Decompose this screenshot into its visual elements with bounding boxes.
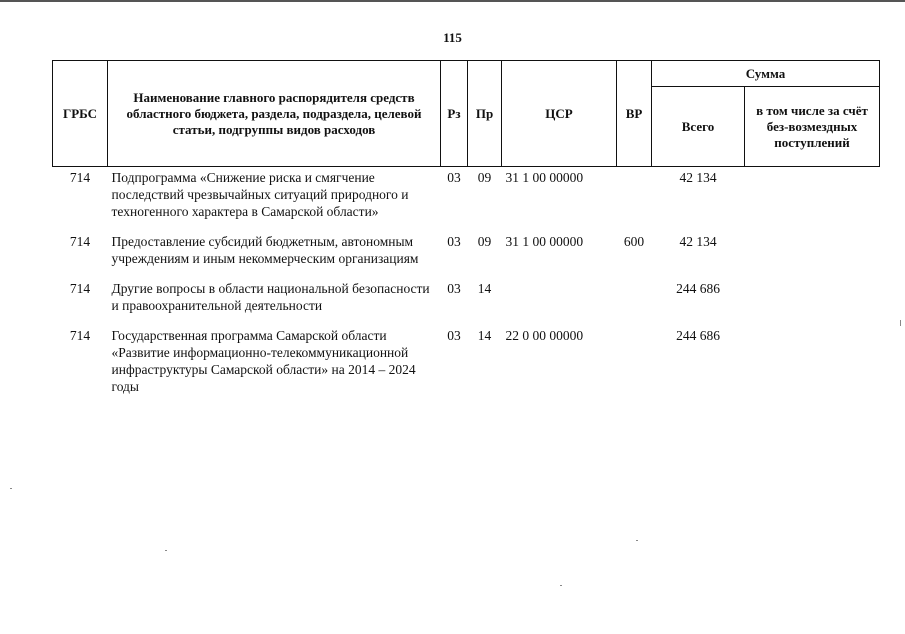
cell-incl <box>745 167 880 234</box>
scan-speck <box>636 540 638 541</box>
cell-rz: 03 <box>447 328 461 343</box>
cell-incl <box>745 280 880 327</box>
header-incl: в том числе за счёт без-возмездных поступлений <box>745 87 880 167</box>
scan-top-edge <box>0 0 905 2</box>
cell-incl <box>745 327 880 408</box>
table-body <box>53 167 880 409</box>
scan-speck <box>560 585 562 586</box>
cell-rz: 03 <box>447 281 461 296</box>
cell-rz: 03 <box>447 170 461 185</box>
cell-grbs: 714 <box>69 234 91 249</box>
cell-pr: 14 <box>477 281 492 296</box>
cell-grbs: 714 <box>69 170 91 185</box>
cell-vr <box>617 280 652 327</box>
table-header <box>53 61 880 167</box>
cell-vr <box>617 167 652 234</box>
budget-table <box>52 60 880 408</box>
cell-name: Предоставление субсидий бюджетным, автономным учреждениям и иным некоммерческим организациям <box>111 234 419 266</box>
cell-name: Другие вопросы в области национальной безопасности и правоохранительной деятельности <box>111 281 430 313</box>
header-csr: ЦСР <box>502 61 617 167</box>
table-row <box>53 280 880 327</box>
cell-name: Государственная программа Самарской области «Развитие информационно-телекоммуникационной инфраструктуры Самарской области» на 2014 – 2024 годы <box>111 328 416 394</box>
cell-total: 42 134 <box>679 170 717 185</box>
cell-grbs: 714 <box>69 281 91 296</box>
cell-vr <box>617 327 652 408</box>
cell-pr: 09 <box>477 234 492 249</box>
cell-total: 244 686 <box>676 328 720 343</box>
cell-incl <box>745 233 880 280</box>
cell-rz: 03 <box>447 234 461 249</box>
scan-speck <box>900 320 901 326</box>
page-number: 115 <box>443 30 462 45</box>
scan-speck <box>10 488 12 489</box>
cell-total: 244 686 <box>676 281 720 296</box>
header-pr: Пр <box>468 61 502 167</box>
cell-pr: 14 <box>477 328 492 343</box>
cell-vr: 600 <box>623 234 645 249</box>
cell-csr <box>502 280 617 327</box>
cell-csr: 31 1 00 00000 <box>505 234 584 249</box>
header-total: Всего <box>652 87 745 167</box>
scan-speck <box>165 550 167 551</box>
header-sum: Сумма <box>652 61 880 87</box>
cell-csr: 22 0 00 00000 <box>505 328 584 343</box>
cell-pr: 09 <box>477 170 492 185</box>
table-row <box>53 327 880 408</box>
cell-csr: 31 1 00 00000 <box>505 170 584 185</box>
table-row <box>53 233 880 280</box>
cell-total: 42 134 <box>679 234 717 249</box>
header-rz: Рз <box>441 61 468 167</box>
cell-grbs: 714 <box>69 328 91 343</box>
header-grbs: ГРБС <box>53 61 108 167</box>
header-name: Наименование главного распорядителя средств областного бюджета, раздела, подраздела, целевой статьи, подгруппы видов расходов <box>108 61 441 167</box>
cell-name: Подпрограмма «Снижение риска и смягчение последствий чрезвычайных ситуаций природного и техногенного характера в Самарской области» <box>111 170 409 219</box>
table-row <box>53 167 880 234</box>
header-vr: ВР <box>617 61 652 167</box>
